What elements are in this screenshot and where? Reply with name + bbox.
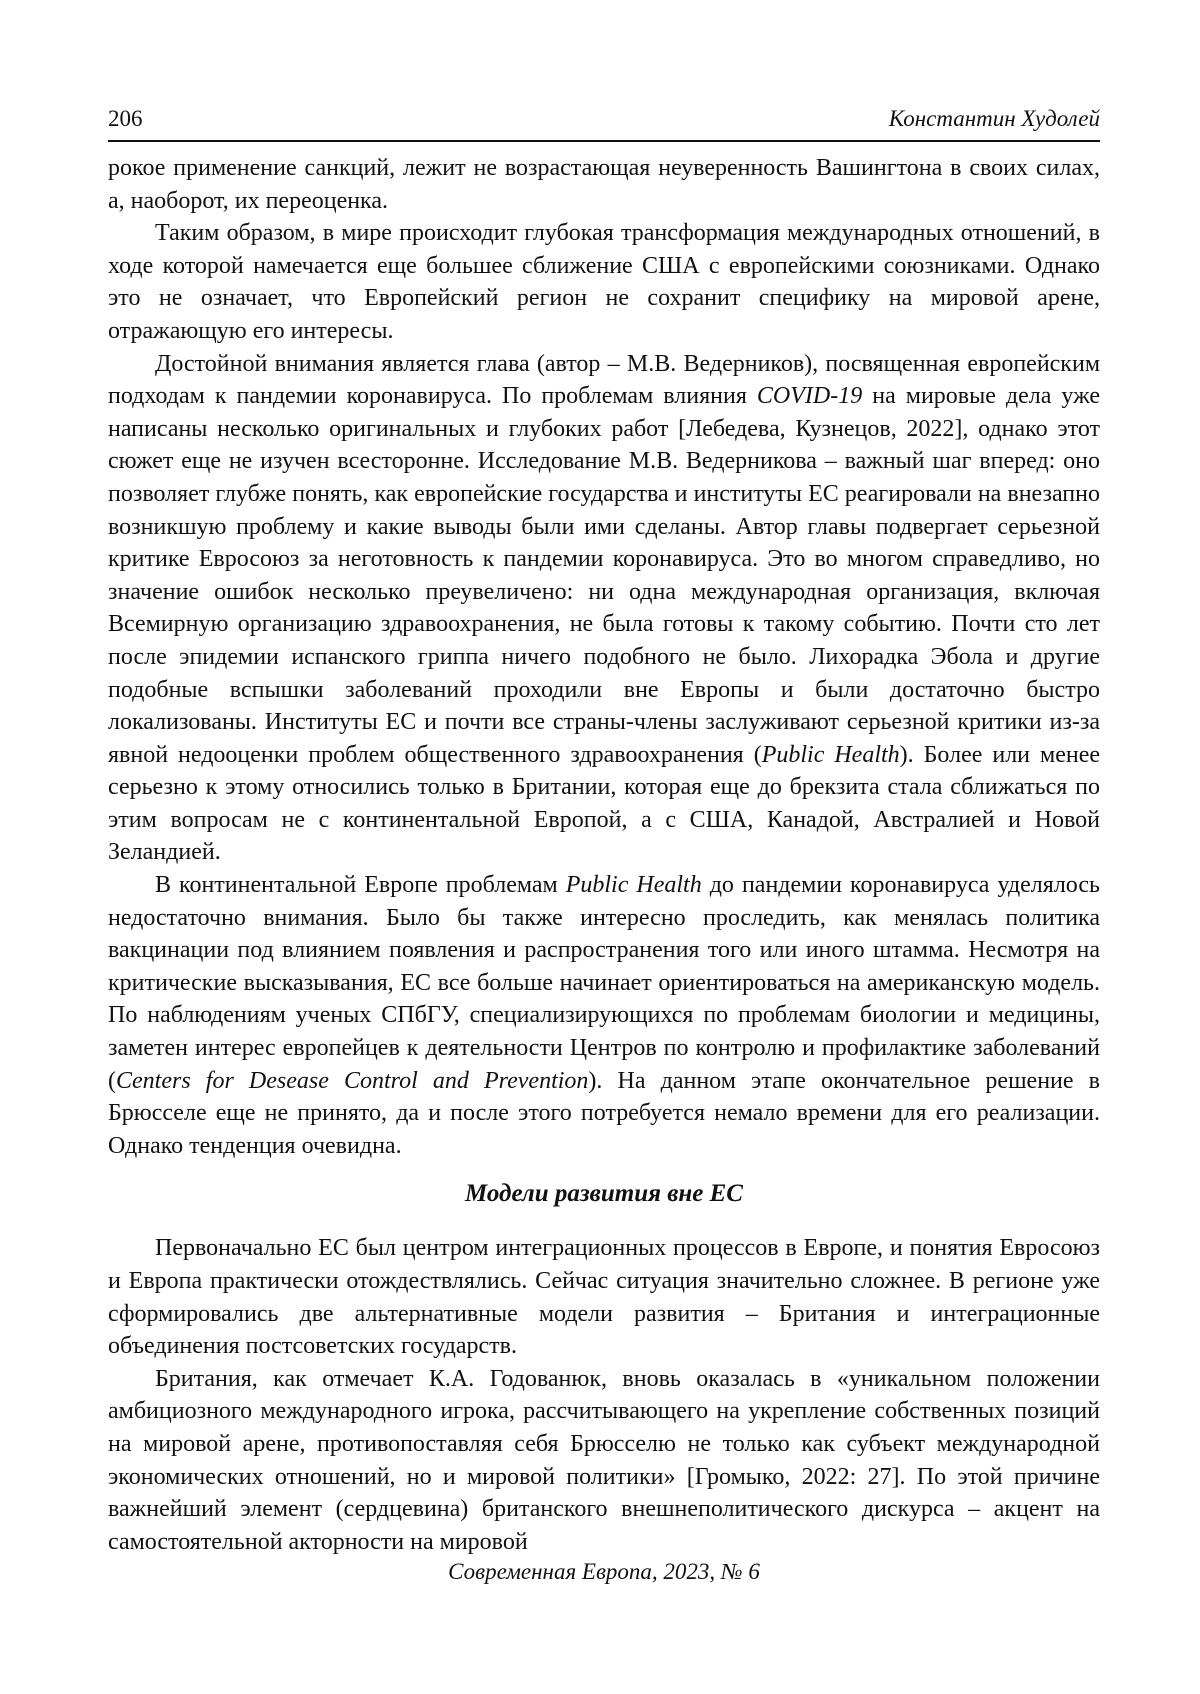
text-run: ). На данном этапе окончательное решение в Брюсселе еще не принято, да и после этого потребуется немало времени для его реализации. Однако тенденция очевидна.	[108, 1067, 1100, 1159]
paragraph-britain: Британия, как отмечает К.А. Годованюк, вновь оказалась в «уникальном положении амбициозного международного игрока, рассчитывающего на укрепление собственных позиций на мировой арене, противопоставляя себя Брюсселю не только как субъект международной экономических отношений, но и мировой политики» [Громыко, 2022: 27]. По этой причине важнейший элемент (сердцевина) британского внешнеполитического дискурса – акцент на самостоятельной акторности на мировой	[108, 1365, 1100, 1555]
term-public-health: Public Health	[565, 872, 702, 899]
text-run: на мировые дела уже написаны несколько оригинальных и глубоких работ [Лебедева, Кузнецов, 2022], однако этот сюжет еще не изучен всесторонне. Исследование М.В. Ведерникова – важный шаг вперед: оно позволяет глубже понять, как европейские государства и институты ЕС реагировали на внезапно возникшую проблему и какие выводы были ими сделаны. Автор главы подвергает серьезной критике Евросоюз за неготовность к пандемии коронавируса. Это во многом справедливо, но значение ошибок несколько преувеличено: ни одна международная организация, включая Всемирную организацию здравоохранения, не была готовы к такому событию. Почти сто лет после эпидемии испанского гриппа ничего подобного не было. Лихорадка Эбола и другие подобные вспышки заболеваний проходили вне Европы и были достаточно быстро локализованы. Институты ЕС и почти все страны-члены заслуживают серьезной критики из-за явной недооценки проблем общественного здравоохранения (	[108, 383, 1101, 768]
article-body	[108, 152, 1100, 1558]
page-number: 206	[108, 106, 143, 131]
term-covid: COVID-19	[756, 383, 863, 410]
paragraph-transformation: Таким образом, в мире происходит глубокая трансформация международных отношений, в ходе которой намечается еще большее сближение США с европейскими союзниками. Однако это не означает, что Европейский регион не сохранит специфику на мировой арене, отражающую его интересы.	[108, 220, 1100, 344]
section-heading: Модели развития вне ЕС	[465, 1180, 743, 1208]
paragraph-integration-models: Первоначально ЕС был центром интеграционных процессов в Европе, и понятия Евросоюз и Европа практически отождествлялись. Сейчас ситуация значительно сложнее. В регионе уже сформировались две альтернативные модели развития – Британия и интеграционные объединения постсоветских государств.	[108, 1235, 1100, 1360]
term-cdc: Centers for Desease Control and Prevention	[116, 1067, 589, 1094]
paragraph-pandemic-chapter	[108, 348, 1100, 870]
page	[108, 104, 1100, 1558]
paragraph-continental-europe	[108, 869, 1100, 1162]
running-head	[108, 104, 1100, 142]
term-public-health: Public Health	[761, 741, 900, 768]
text-run: до пандемии коронавируса уделялось недостаточно внимания. Было бы также интересно проследить, как менялась политика вакцинации под влиянием появления и распространения того или иного штамма. Несмотря на критические высказывания, ЕС все больше начинает ориентироваться на американскую модель. По наблюдениям ученых СПбГУ, специализирующихся по проблемам биологии и медицины, заметен интерес европейцев к деятельности Центров по контролю и профилактике заболеваний (	[108, 872, 1100, 1094]
text-run: В континентальной Европе проблемам	[155, 872, 566, 899]
text-run: Достойной внимания является глава (автор – М.В. Ведерников), посвященная европейским подходам к пандемии коронавируса. По проблемам влияния	[108, 350, 1100, 410]
text-run: ). Более или менее серьезно к этому относились только в Британии, которая еще до брекзита стала сближаться по этим вопросам не с континентальной Европой, а с США, Канадой, Австралией и Новой Зеландией.	[108, 741, 1100, 866]
running-head-author: Константин Худолей	[888, 106, 1100, 131]
paragraph-continued: рокое применение санкций, лежит не возрастающая неуверенность Вашингтона в своих силах, а, наоборот, их переоценка.	[108, 155, 1100, 214]
running-foot: Современная Европа, 2023, № 6	[448, 1559, 760, 1584]
